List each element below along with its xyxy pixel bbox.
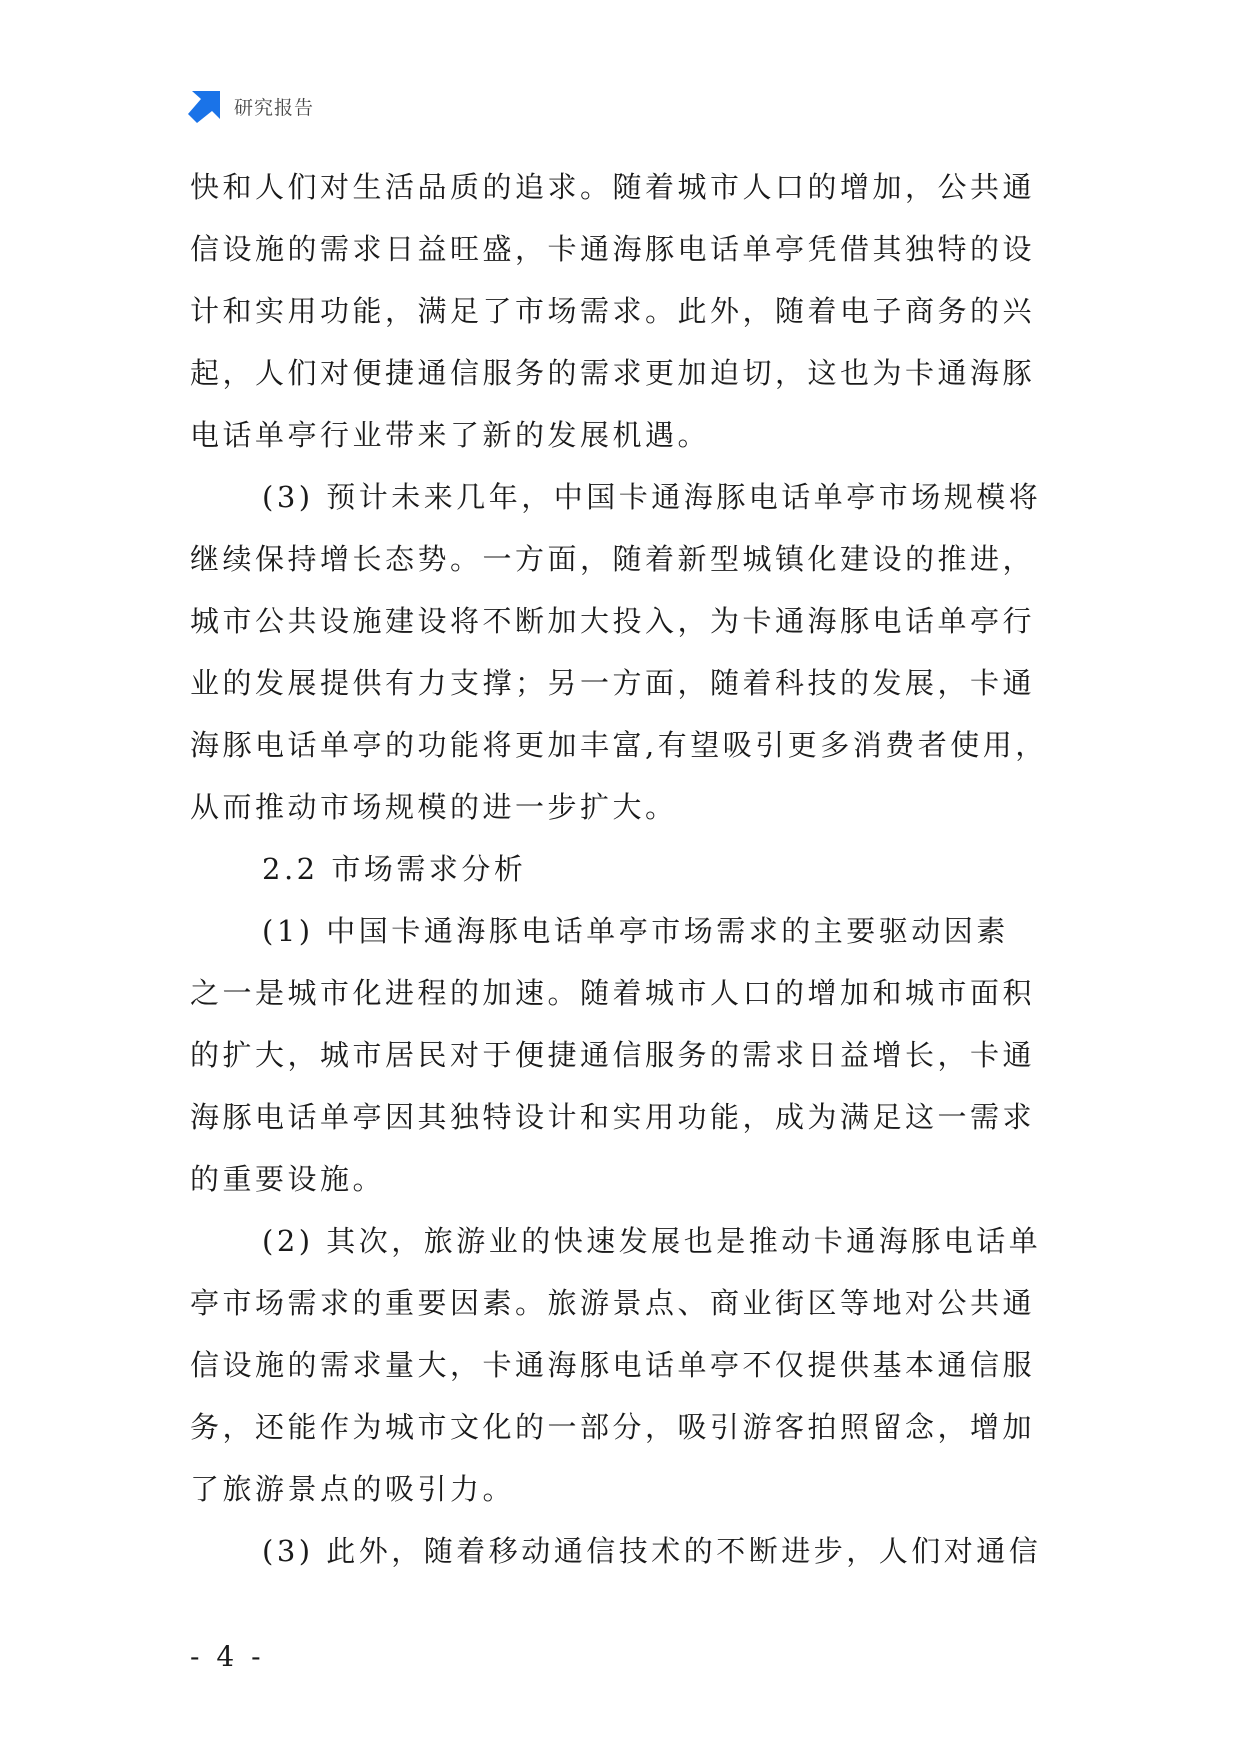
text-line: 计和实用功能，满足了市场需求。此外，随着电子商务的兴 <box>190 294 1036 328</box>
arrow-up-right-logo-icon <box>188 89 222 123</box>
text-line: 的重要设施。 <box>190 1162 386 1196</box>
header-title: 研究报告 <box>234 96 315 119</box>
text-line: 信设施的需求量大，卡通海豚电话单亭不仅提供基本通信服 <box>190 1348 1036 1382</box>
text-line: 之一是城市化进程的加速。随着城市人口的增加和城市面积 <box>190 976 1036 1010</box>
report-header <box>188 88 314 124</box>
text-line: 海豚电话单亭因其独特设计和实用功能，成为满足这一需求 <box>190 1100 1036 1134</box>
text-line: 城市公共设施建设将不断加大投入，为卡通海豚电话单亭行 <box>190 604 1036 638</box>
text-line: 业的发展提供有力支撑；另一方面，随着科技的发展，卡通 <box>190 666 1036 700</box>
text-line: (2) 其次，旅游业的快速发展也是推动卡通海豚电话单 <box>262 1224 1042 1258</box>
page-number: - 4 - <box>190 1640 265 1673</box>
text-line: 快和人们对生活品质的追求。随着城市人口的增加，公共通 <box>190 170 1036 204</box>
document-body <box>190 156 1050 1582</box>
text-line: 继续保持增长态势。一方面，随着新型城镇化建设的推进， <box>190 542 1036 576</box>
text-line: 亭市场需求的重要因素。旅游景点、商业街区等地对公共通 <box>190 1286 1036 1320</box>
text-line: (1) 中国卡通海豚电话单亭市场需求的主要驱动因素 <box>262 914 1009 948</box>
text-line: 起，人们对便捷通信服务的需求更加迫切，这也为卡通海豚 <box>190 356 1036 390</box>
text-line: 电话单亭行业带来了新的发展机遇。 <box>190 418 711 452</box>
text-line: (3) 预计未来几年，中国卡通海豚电话单亭市场规模将 <box>262 480 1042 514</box>
text-line: 从而推动市场规模的进一步扩大。 <box>190 790 678 824</box>
text-line: 2.2 市场需求分析 <box>262 852 527 886</box>
text-line: 的扩大，城市居民对于便捷通信服务的需求日益增长，卡通 <box>190 1038 1036 1072</box>
text-line: 务，还能作为城市文化的一部分，吸引游客拍照留念，增加 <box>190 1410 1036 1444</box>
text-line: (3) 此外，随着移动通信技术的不断进步，人们对通信 <box>262 1534 1042 1568</box>
text-line: 信设施的需求日益旺盛，卡通海豚电话单亭凭借其独特的设 <box>190 232 1036 266</box>
text-line: 了旅游景点的吸引力。 <box>190 1472 516 1506</box>
text-line: 海豚电话单亭的功能将更加丰富,有望吸引更多消费者使用， <box>190 728 1048 762</box>
